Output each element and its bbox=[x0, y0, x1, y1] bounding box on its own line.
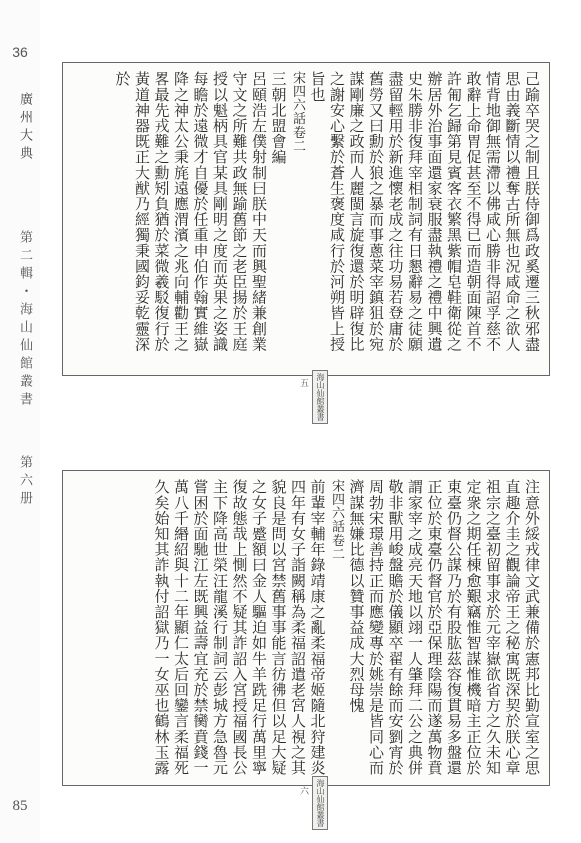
page-margin-sidebar bbox=[0, 0, 40, 843]
book-title: 廣州大典 bbox=[17, 92, 32, 164]
source-note: 三朝北盟會編 bbox=[269, 71, 288, 165]
volume-label: 第六册 bbox=[17, 455, 32, 509]
body-text: 己踰卒哭之制且朕侍御爲政奚遷三秋邪盡思由義斷情以禮奪古所無也況咸命之欲人情背地御無需滯以佛咸心勝非得詔孚慈不敢辭上命胃促甚至不得已而造朝面陳首不許匍乞歸第見賓客衣繁黑紫帽皂鞋衛從之辦居外治事面還家衰服盡執禮之禮中興遺史朱勝非復拜宰相制詞有日懇辭易之徒願盡留輕用於新進懷老成之往功易若登庸於舊勞又曰勳於狼之暴而事蔥菜宰鎮狙於宛謀剛廉之政而人麗閩言旋復還於明辟復比之謝安心繫於蒼生褒度咸行於河朔皆上授旨也 bbox=[308, 71, 541, 352]
volume-page-number: 36 bbox=[12, 44, 28, 60]
edition-stamp-bottom: 海山仙館叢書 bbox=[312, 776, 328, 830]
chapter-heading: 宋四六話卷二 bbox=[290, 71, 305, 153]
scanned-page-bottom bbox=[62, 470, 550, 786]
series-name: 第二輯・海山仙館叢書 bbox=[17, 230, 32, 410]
folio-number-top: 五 bbox=[300, 379, 311, 389]
body-text-continued: 呂頤浩左僕射制曰朕中天而興聖緒兼創業守文之所難共政無踰舊節之老臣揚於王庭授以魁柄具官某具剛明之度而英果之姿識每瞻於遠微才自優於任重申伯作翰實維嶽降之神太公秉旄遠應渭濱之兆向輔勸王之畧最先戎難之勳矧負猶於菜微羲駁復行於黃道神器既正大猷乃經獨秉國鈞妥乾靈深於 bbox=[113, 71, 268, 352]
printed-page-number: 85 bbox=[12, 798, 28, 814]
vertical-text-block bbox=[71, 71, 541, 367]
edition-stamp-top: 海山仙館叢書 bbox=[312, 370, 328, 424]
vertical-text-block bbox=[71, 479, 541, 777]
scanned-page-top bbox=[62, 62, 550, 376]
body-text: 注意外綏戎律文武兼備於憲邦比勤宣室之思直趣介圭之觀論帝王之秘寓既深契於朕心章祖宗之臺初留事求於元宰嶽欲省方之久未知定衆之期任棟愈艱竊惟智謀惟機暗主正位於東臺仍督公謀乃於有股肱茲容復貫易多盤還正位於東臺仍督官於亞保理陰陽而遂萬物賁謂家宰之成亮天地以翊一人肇拜二公之典併敬非獸用峻盤贍於儀顯卒翟有餘而安劉宵於周勃宋璟善持正而應變專於姚崇是皆同心而濟謀無嫌比德以贊事益成大烈母愧 bbox=[347, 479, 541, 776]
chapter-heading: 宋四六話卷二 bbox=[329, 479, 344, 561]
body-text-continued: 前輩宰輔年錄靖康之亂柔福帝姬隨北狩建炎四年有女子詣闕稱為柔福詔遣老宮人視之其貌良是問以宮禁舊事事能言彷彿但以足大疑之女子蹙額曰金人驅迫如牛羊跣足行萬里寧復故態哉上惻然不疑其詐詔入宮授福國長公主下降高世榮汪龍溪行制詞云彭城方急魯元嘗困於面馳江左既興益壽宜充於禁臠賁錢一萬八千緡紹與十二年顯仁太后回鑾言柔福死久矣始知其詐執付詔獄乃一女巫也鶴林玉露 bbox=[152, 479, 327, 776]
folio-number-bottom: 六 bbox=[300, 787, 311, 797]
